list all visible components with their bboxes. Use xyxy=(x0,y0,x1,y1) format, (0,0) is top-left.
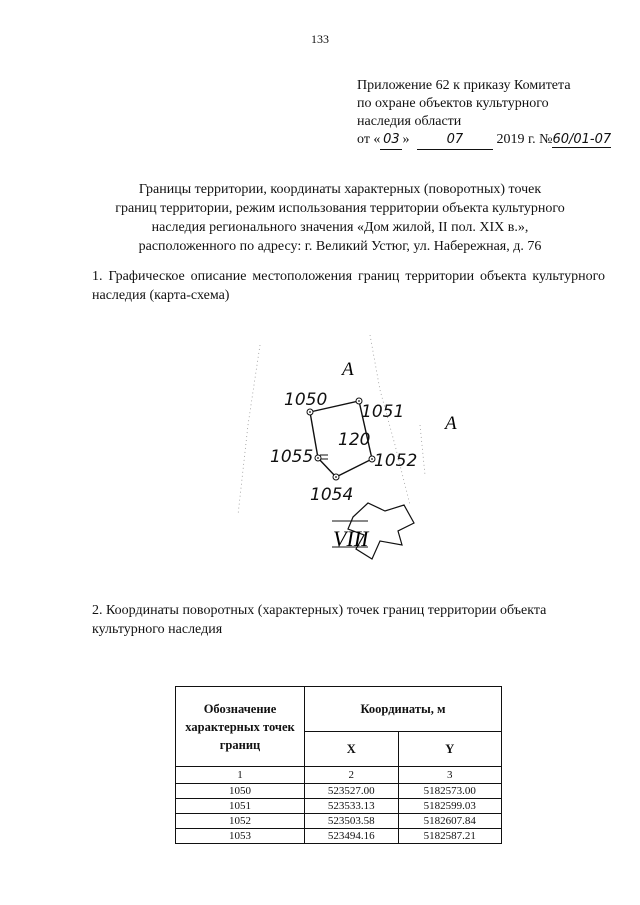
page-number: 133 xyxy=(311,32,329,46)
header-x: X xyxy=(305,732,399,767)
x-cell: 523533.13 xyxy=(305,799,399,814)
title-line-1: Границы территории, координаты характерных (поворотных) точек xyxy=(138,182,542,197)
title-line-4: расположенного по адресу: г. Великий Устюг, ул. Набережная, д. 76 xyxy=(138,239,542,254)
boundary-map xyxy=(220,335,480,575)
point-label-1054: 1054 xyxy=(310,485,354,505)
y-cell: 5182587.21 xyxy=(398,829,501,844)
index-cell: 3 xyxy=(398,767,501,784)
point-name-cell: 1052 xyxy=(176,814,305,829)
point-label-1055: 1055 xyxy=(270,447,314,467)
order-number: 60/01-07 xyxy=(552,132,612,147)
y-cell: 5182573.00 xyxy=(398,784,501,799)
document-title xyxy=(75,180,605,256)
annex-block xyxy=(357,77,611,150)
x-cell: 523503.58 xyxy=(305,814,399,829)
index-cell: 2 xyxy=(305,767,399,784)
y-cell: 5182599.03 xyxy=(398,799,501,814)
date-day-close: » xyxy=(402,132,410,147)
point-name-cell: 1050 xyxy=(176,784,305,799)
annex-line-1: Приложение 62 к приказу Комитета xyxy=(357,78,571,93)
date-day: 03 xyxy=(380,131,402,150)
section-1-heading: 1. Графическое описание местоположения границ территории объекта культурного наследия (карта-схема) xyxy=(92,269,605,303)
table-row xyxy=(176,814,502,829)
column-index-row xyxy=(176,767,502,784)
coordinates-table xyxy=(175,686,502,844)
annex-line-2: по охране объектов культурного xyxy=(357,96,549,111)
zone-label-a-right: А xyxy=(445,413,457,434)
point-name-cell: 1053 xyxy=(176,829,305,844)
annex-line-3: наследия области xyxy=(357,114,462,129)
annex-date-line xyxy=(357,131,611,150)
table-row xyxy=(176,784,502,799)
zone-label-a-top: А xyxy=(342,359,354,380)
section-2-heading: 2. Координаты поворотных (характерных) точек границ территории объекта культурного наследия xyxy=(92,603,547,637)
header-y: Y xyxy=(398,732,501,767)
area-label: 120 xyxy=(338,430,371,450)
date-year: 2019 г. № xyxy=(496,132,553,147)
header-point-name: Обозначение характерных точек границ xyxy=(176,687,305,767)
title-line-3: наследия регионального значения «Дом жилой, II пол. XIX в.», xyxy=(151,220,529,235)
point-label-1050: 1050 xyxy=(284,390,328,410)
x-cell: 523494.16 xyxy=(305,829,399,844)
point-name-cell: 1051 xyxy=(176,799,305,814)
point-label-1051: 1051 xyxy=(361,402,405,422)
index-cell: 1 xyxy=(176,767,305,784)
date-month: 07 xyxy=(417,131,493,150)
x-cell: 523527.00 xyxy=(305,784,399,799)
table-row xyxy=(176,829,502,844)
header-coordinates: Координаты, м xyxy=(305,687,502,732)
building-label: VIII xyxy=(333,526,369,551)
table-row xyxy=(176,799,502,814)
title-line-2: границ территории, режим использования территории объекта культурного xyxy=(115,201,565,216)
y-cell: 5182607.84 xyxy=(398,814,501,829)
date-prefix: от « xyxy=(357,132,381,147)
point-label-1052: 1052 xyxy=(374,451,418,471)
